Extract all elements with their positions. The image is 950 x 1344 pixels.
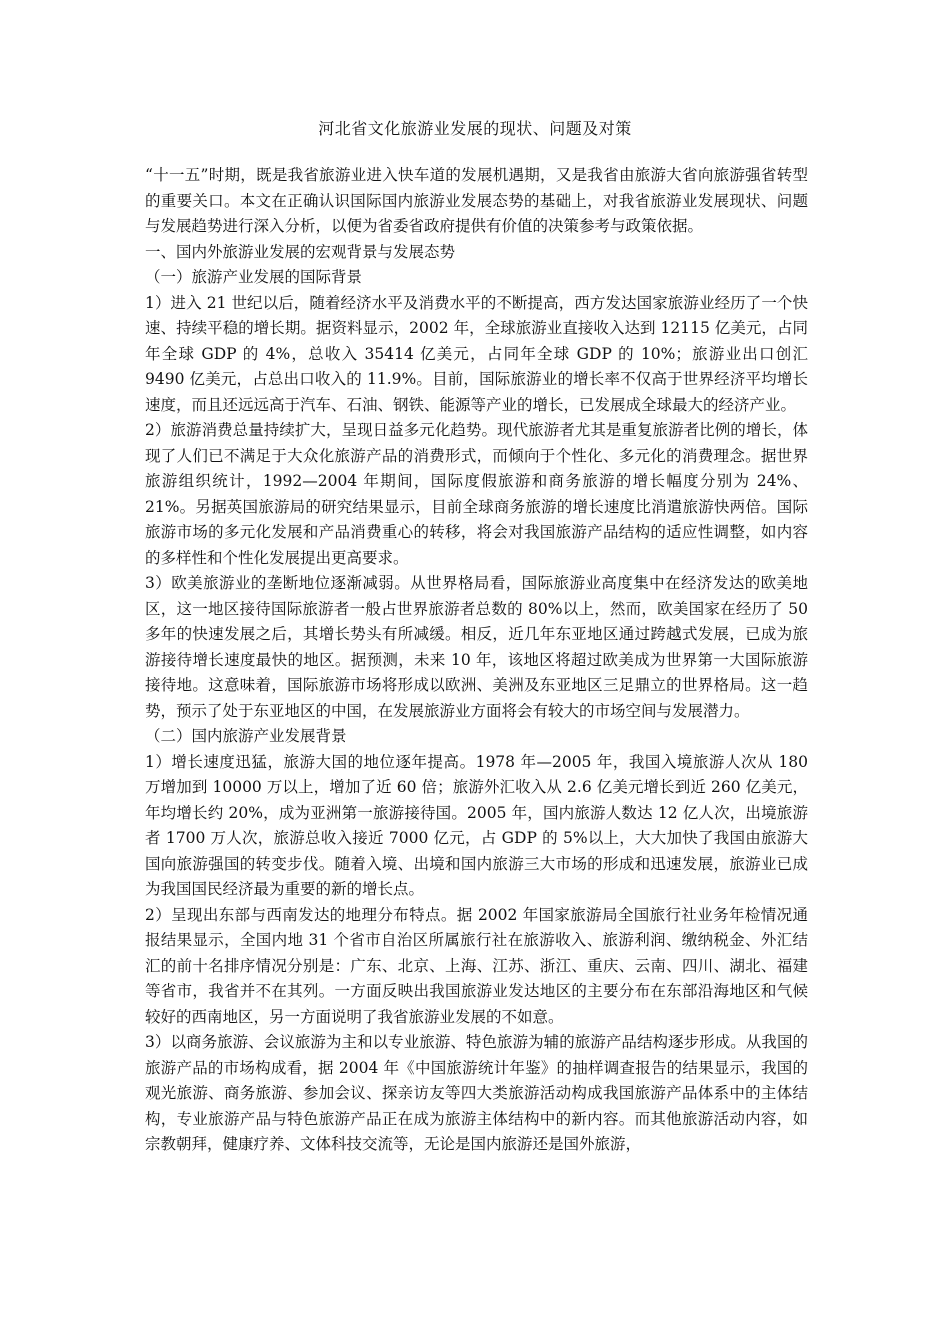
subsection-heading: （二）国内旅游产业发展背景 [145,727,347,745]
subsection-heading: （一）旅游产业发展的国际背景 [145,268,363,286]
body-paragraph: 1）增长速度迅猛，旅游大国的地位逐年提高。1978 年—2005 年，我国入境旅游人次从 180 万增加到 10000 万以上，增加了近 60 倍；旅游外汇收入从 2.6 亿美元增长到近 260 亿美元，年均增长约 20%，成为亚洲第一旅游接待国。2005 年，国内旅游人数达 12 亿人次，出境旅游者 1700 万人次，旅游总收入接近 7000 亿元，占 GDP 的 5%以上，大大加快了我国由旅游大国向旅游强国的转变步伐。随着入境、出境和国内旅游三大市场的形成和迅速发展，旅游业已成为我国国民经济最为重要的新的增长点。 [145,752,808,898]
document-body [145,163,808,1158]
body-paragraph: 1）进入 21 世纪以后，随着经济水平及消费水平的不断提高，西方发达国家旅游业经历了一个快速、持续平稳的增长期。据资料显示，2002 年，全球旅游业直接收入达到 12115 亿美元，占同年全球 GDP 的 4%，总收入 35414 亿美元，占同年全球 GDP 的 10%；旅游业出口创汇 9490 亿美元，占总出口收入的 11.9%。目前，国际旅游业的增长率不仅高于世界经济平均增长速度，而且还远远高于汽车、石油、钢铁、能源等产业的增长，已发展成全球最大的经济产业。 [145,293,808,414]
section-heading: 一、国内外旅游业发展的宏观背景与发展态势 [145,242,456,261]
intro-paragraph: “十一五”时期，既是我省旅游业进入快车道的发展机遇期，又是我省由旅游大省向旅游强省转型的重要关口。本文在正确认识国际国内旅游业发展态势的基础上，对我省旅游业发展现状、问题与发展趋势进行深入分析，以便为省委省政府提供有价值的决策参考与政策依据。 [145,166,808,235]
document-title: 河北省文化旅游业发展的现状、问题及对策 [318,119,632,138]
body-paragraph: 2）旅游消费总量持续扩大，呈现日益多元化趋势。现代旅游者尤其是重复旅游者比例的增长，体现了人们已不满足于大众化旅游产品的消费形式，而倾向于个性化、多元化的消费理念。据世界旅游组织统计，1992—2004 年期间，国际度假旅游和商务旅游的增长幅度分别为 24%、21%。另据英国旅游局的研究结果显示，目前全球商务旅游的增长速度比消遣旅游快两倍。国际旅游市场的多元化发展和产品消费重心的转移，将会对我国旅游产品结构的适应性调整，如内容的多样性和个性化发展提出更高要求。 [145,421,808,567]
body-paragraph: 3）以商务旅游、会议旅游为主和以专业旅游、特色旅游为辅的旅游产品结构逐步形成。从我国的旅游产品的市场构成看，据 2004 年《中国旅游统计年鉴》的抽样调查报告的结果显示，我国的观光旅游、商务旅游、参加会议、探亲访友等四大类旅游活动构成我国旅游产品体系中的主体结构，专业旅游产品与特色旅游产品正在成为旅游主体结构中的新内容。而其他旅游活动内容，如宗教朝拜，健康疗养、文体科技交流等，无论是国内旅游还是国外旅游， [145,1033,808,1153]
body-paragraph: 3）欧美旅游业的垄断地位逐渐减弱。从世界格局看，国际旅游业高度集中在经济发达的欧美地区，这一地区接待国际旅游者一般占世界旅游者总数的 80%以上，然而，欧美国家在经历了 50 多年的快速发展之后，其增长势头有所减缓。相反，近几年东亚地区通过跨越式发展，已成为旅游接待增长速度最快的地区。据预测，未来 10 年，该地区将超过欧美成为世界第一大国际旅游接待地。这意味着，国际旅游市场将形成以欧洲、美洲及东亚地区三足鼎立的世界格局。这一趋势，预示了处于东亚地区的中国，在发展旅游业方面将会有较大的市场空间与发展潜力。 [145,574,808,720]
body-paragraph: 2）呈现出东部与西南发达的地理分布特点。据 2002 年国家旅游局全国旅行社业务年检情况通报结果显示，全国内地 31 个省市自治区所属旅行社在旅游收入、旅游利润、缴纳税金、外汇结汇的前十名排序情况分别是：广东、北京、上海、江苏、浙江、重庆、云南、四川、湖北、福建等省市，我省并不在其列。一方面反映出我国旅游业发达地区的主要分布在东部沿海地区和气候较好的西南地区，另一方面说明了我省旅游业发展的不如意。 [145,905,808,1026]
